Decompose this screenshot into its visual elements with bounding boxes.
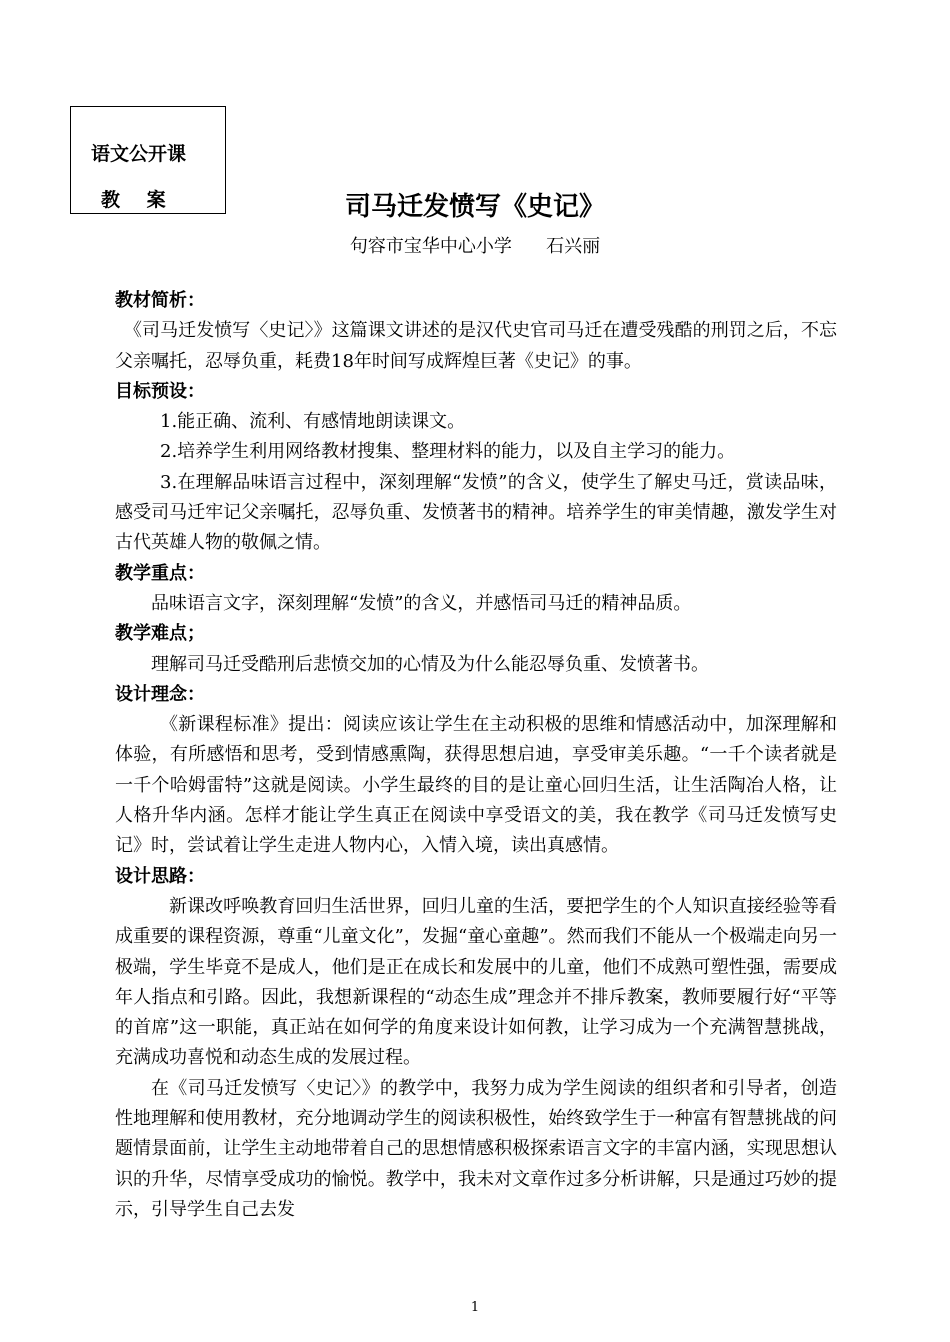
byline bbox=[0, 232, 950, 258]
section-heading-key-points: 教学重点： bbox=[115, 562, 205, 584]
document-body bbox=[115, 286, 837, 1225]
section-heading-goals: 目标预设： bbox=[115, 380, 205, 402]
section-heading-material-analysis: 教材简析： bbox=[115, 290, 205, 311]
author-name: 石兴丽 bbox=[546, 236, 601, 257]
page-number: 1 bbox=[470, 1300, 480, 1315]
goal-item: 1.能正确、流利、有感情地朗读课文。 bbox=[160, 411, 466, 433]
school-name: 句容市宝华中心小学 bbox=[349, 236, 512, 257]
design-concept-text: 《新课程标准》提出：阅读应该让学生在主动积极的思维和情感活动中，加深理解和体验，有所感悟和思考，受到情感熏陶，获得思想启迪，享受审美乐趣。“一千个读者就是一千个哈姆雷特”这就是阅读。小学生最终的目的是让童心回归生活，让生活陶冶人格，让人格升华内涵。怎样才能让学生真正在阅读中享受语文的美，我在教学《司马迁发愤写史记》时，尝试着让学生走进人物内心，入情入境，读出真感情。 bbox=[115, 714, 837, 857]
goal-item: 2.培养学生利用网络教材搜集、整理材料的能力，以及自主学习的能力。 bbox=[160, 441, 736, 463]
lesson-plan-label: 教 案 bbox=[101, 189, 176, 211]
difficulties-text: 理解司马迁受酷刑后悲愤交加的心情及为什么能忍辱负重、发愤著书。 bbox=[151, 653, 709, 675]
section-heading-design-concept: 设计理念： bbox=[115, 683, 205, 705]
lesson-type-label: 语文公开课 bbox=[91, 143, 187, 165]
design-thinking-paragraph: 在《司马迁发愤写〈史记〉》的教学中，我努力成为学生阅读的组织者和引导者，创造性地理解和使用教材，充分地调动学生的阅读积极性，始终致学生于一种富有智慧挑战的问题情景面前，让学生主动地带着自己的思想情感积极探索语言文字的丰富内涵，实现思想认识的升华，尽情享受成功的愉悦。教学中，我未对文章作过多分析讲解，只是通过巧妙的提示，引导学生自己去发 bbox=[115, 1077, 837, 1220]
document-title: 司马迁发愤写《史记》 bbox=[344, 192, 605, 222]
key-points-text: 品味语言文字，深刻理解“发愤”的含义，并感悟司马迁的精神品质。 bbox=[151, 592, 692, 614]
design-thinking-paragraph: 新课改呼唤教育回归生活世界，回归儿童的生活，要把学生的个人知识直接经验等看成重要的课程资源，尊重“儿童文化”，发掘“童心童趣”。然而我们不能从一个极端走向另一极端，学生毕竟不是成人，他们是正在成长和发展中的儿童，他们不成熟可塑性强，需要成年人指点和引路。因此，我想新课程的“动态生成”理念并不排斥教案，教师要履行好“平等的首席”这一职能，真正站在如何学的角度来设计如何教，让学习成为一个充满智慧挑战，充满成功喜悦和动态生成的发展过程。 bbox=[115, 895, 837, 1069]
material-analysis-text: 《司马迁发愤写〈史记〉》这篇课文讲述的是汉代史官司马迁在遭受残酷的刑罚之后，不忘父亲嘱托，忍辱负重，耗费18年时间写成辉煌巨著《史记》的事。 bbox=[115, 320, 837, 372]
goal-item: 3.在理解品味语言过程中，深刻理解“发愤”的含义，使学生了解史马迁，赏读品味，感受司马迁牢记父亲嘱托，忍辱负重、发愤著书的精神。培养学生的审美情趣，激发学生对古代英雄人物的敬佩之情。 bbox=[115, 471, 837, 554]
section-heading-design-thinking: 设计思路： bbox=[115, 865, 205, 887]
section-heading-difficulties: 教学难点； bbox=[115, 623, 205, 645]
